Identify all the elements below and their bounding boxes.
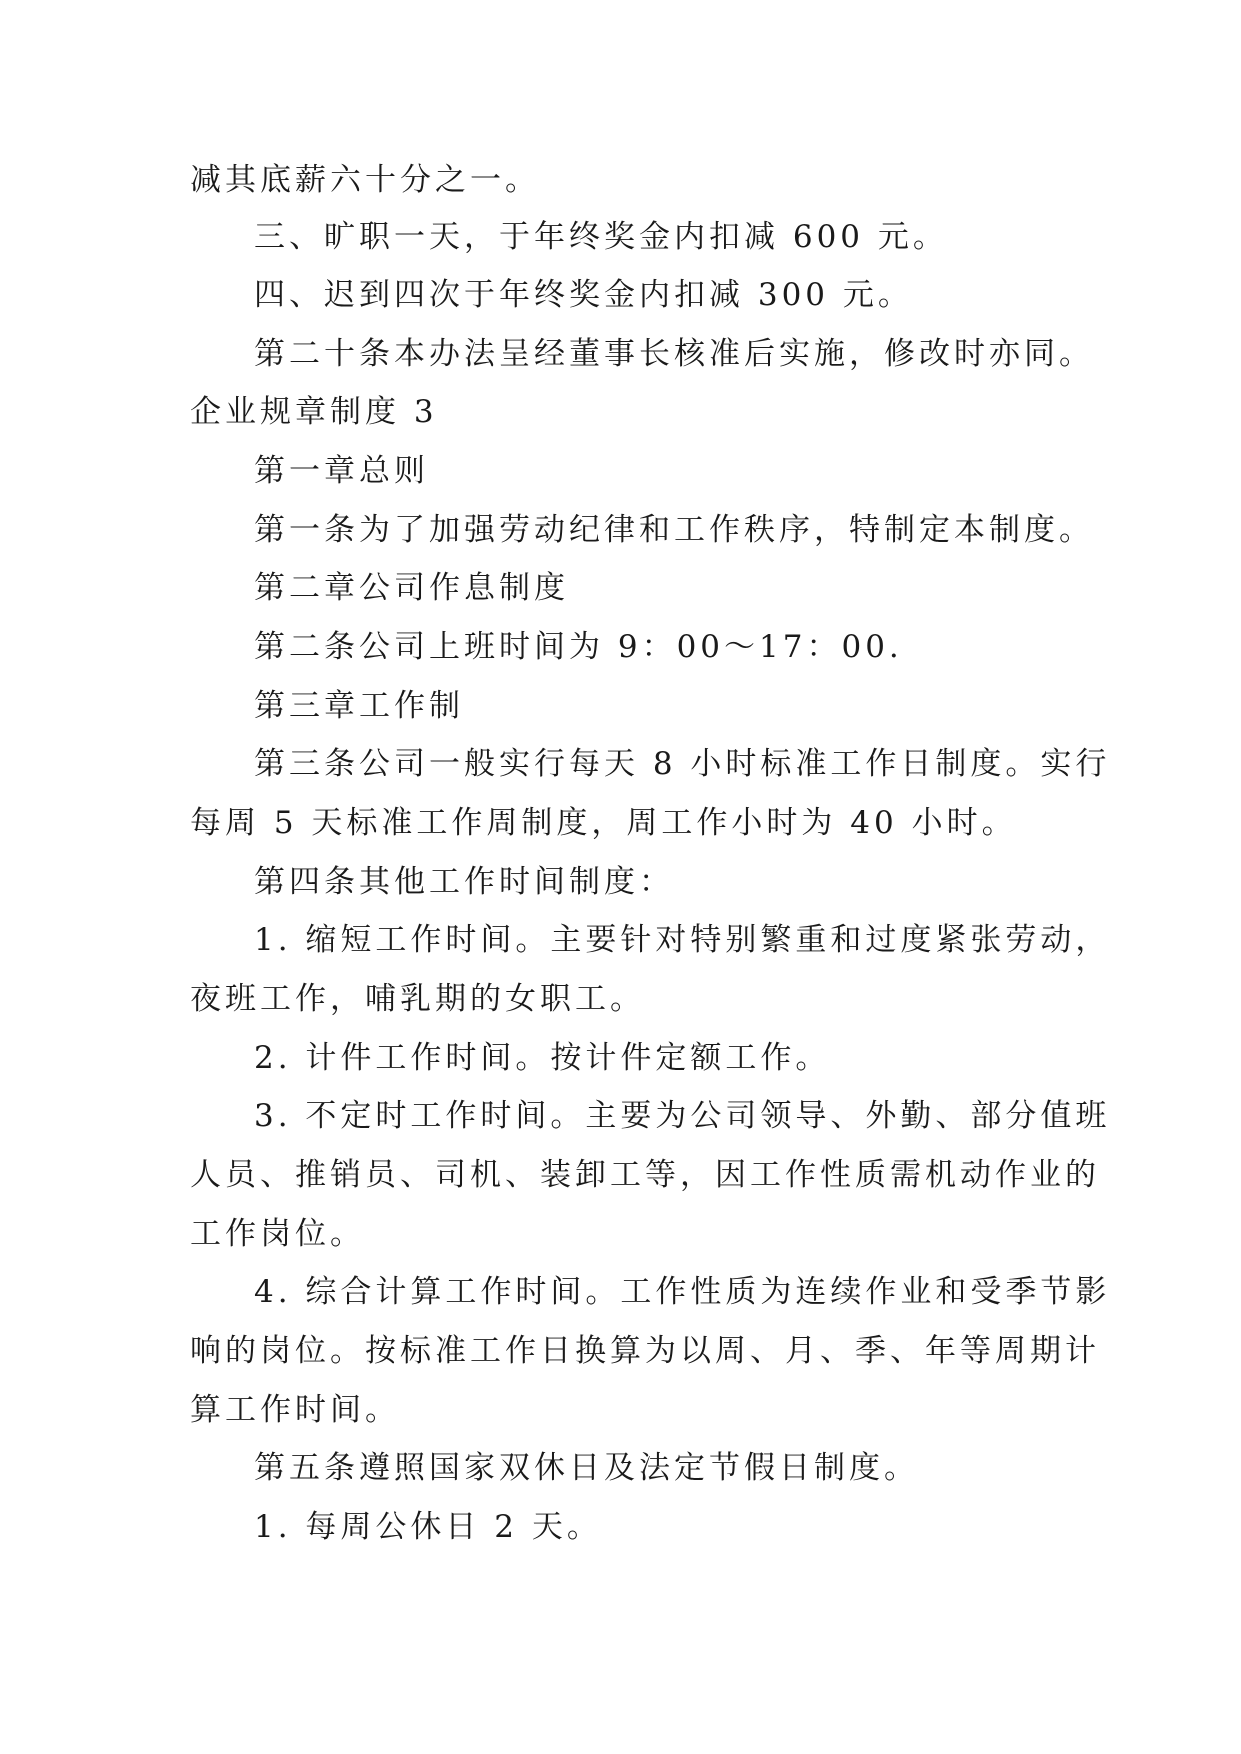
text-line: 响的岗位。按标准工作日换算为以周、月、季、年等周期计 (190, 1333, 1100, 1369)
text-line: 四、迟到四次于年终奖金内扣减 300 元。 (254, 277, 913, 313)
text-line: 1. 每周公休日 2 天。 (254, 1509, 602, 1545)
text-line: 三、旷职一天，于年终奖金内扣减 600 元。 (254, 219, 948, 255)
text-line: 工作岗位。 (190, 1216, 365, 1252)
text-line: 企业规章制度 3 (190, 394, 438, 430)
text-line: 夜班工作，哺乳期的女职工。 (190, 981, 645, 1017)
chapter-heading: 第三章工作制 (254, 688, 464, 724)
text-line: 4. 综合计算工作时间。工作性质为连续作业和受季节影 (254, 1274, 1111, 1310)
text-line: 第二条公司上班时间为 9：00～17：00. (254, 629, 903, 665)
text-line: 1. 缩短工作时间。主要针对特别繁重和过度紧张劳动， (254, 922, 1111, 958)
text-line: 算工作时间。 (190, 1392, 400, 1428)
text-line: 减其底薪六十分之一。 (190, 162, 540, 198)
text-line: 第四条其他工作时间制度： (254, 864, 674, 900)
text-line: 每周 5 天标准工作周制度，周工作小时为 40 小时。 (190, 805, 1017, 841)
text-line: 第三条公司一般实行每天 8 小时标准工作日制度。实行 (254, 746, 1111, 782)
text-line: 第五条遵照国家双休日及法定节假日制度。 (254, 1450, 919, 1486)
text-line: 2. 计件工作时间。按计件定额工作。 (254, 1040, 831, 1076)
text-line: 人员、推销员、司机、装卸工等，因工作性质需机动作业的 (190, 1157, 1100, 1193)
text-line: 第二十条本办法呈经董事长核准后实施，修改时亦同。 (254, 336, 1094, 372)
chapter-heading: 第二章公司作息制度 (254, 570, 569, 606)
text-line: 第一条为了加强劳动纪律和工作秩序，特制定本制度。 (254, 512, 1094, 548)
text-line: 3. 不定时工作时间。主要为公司领导、外勤、部分值班 (254, 1098, 1111, 1134)
chapter-heading: 第一章总则 (254, 453, 429, 489)
